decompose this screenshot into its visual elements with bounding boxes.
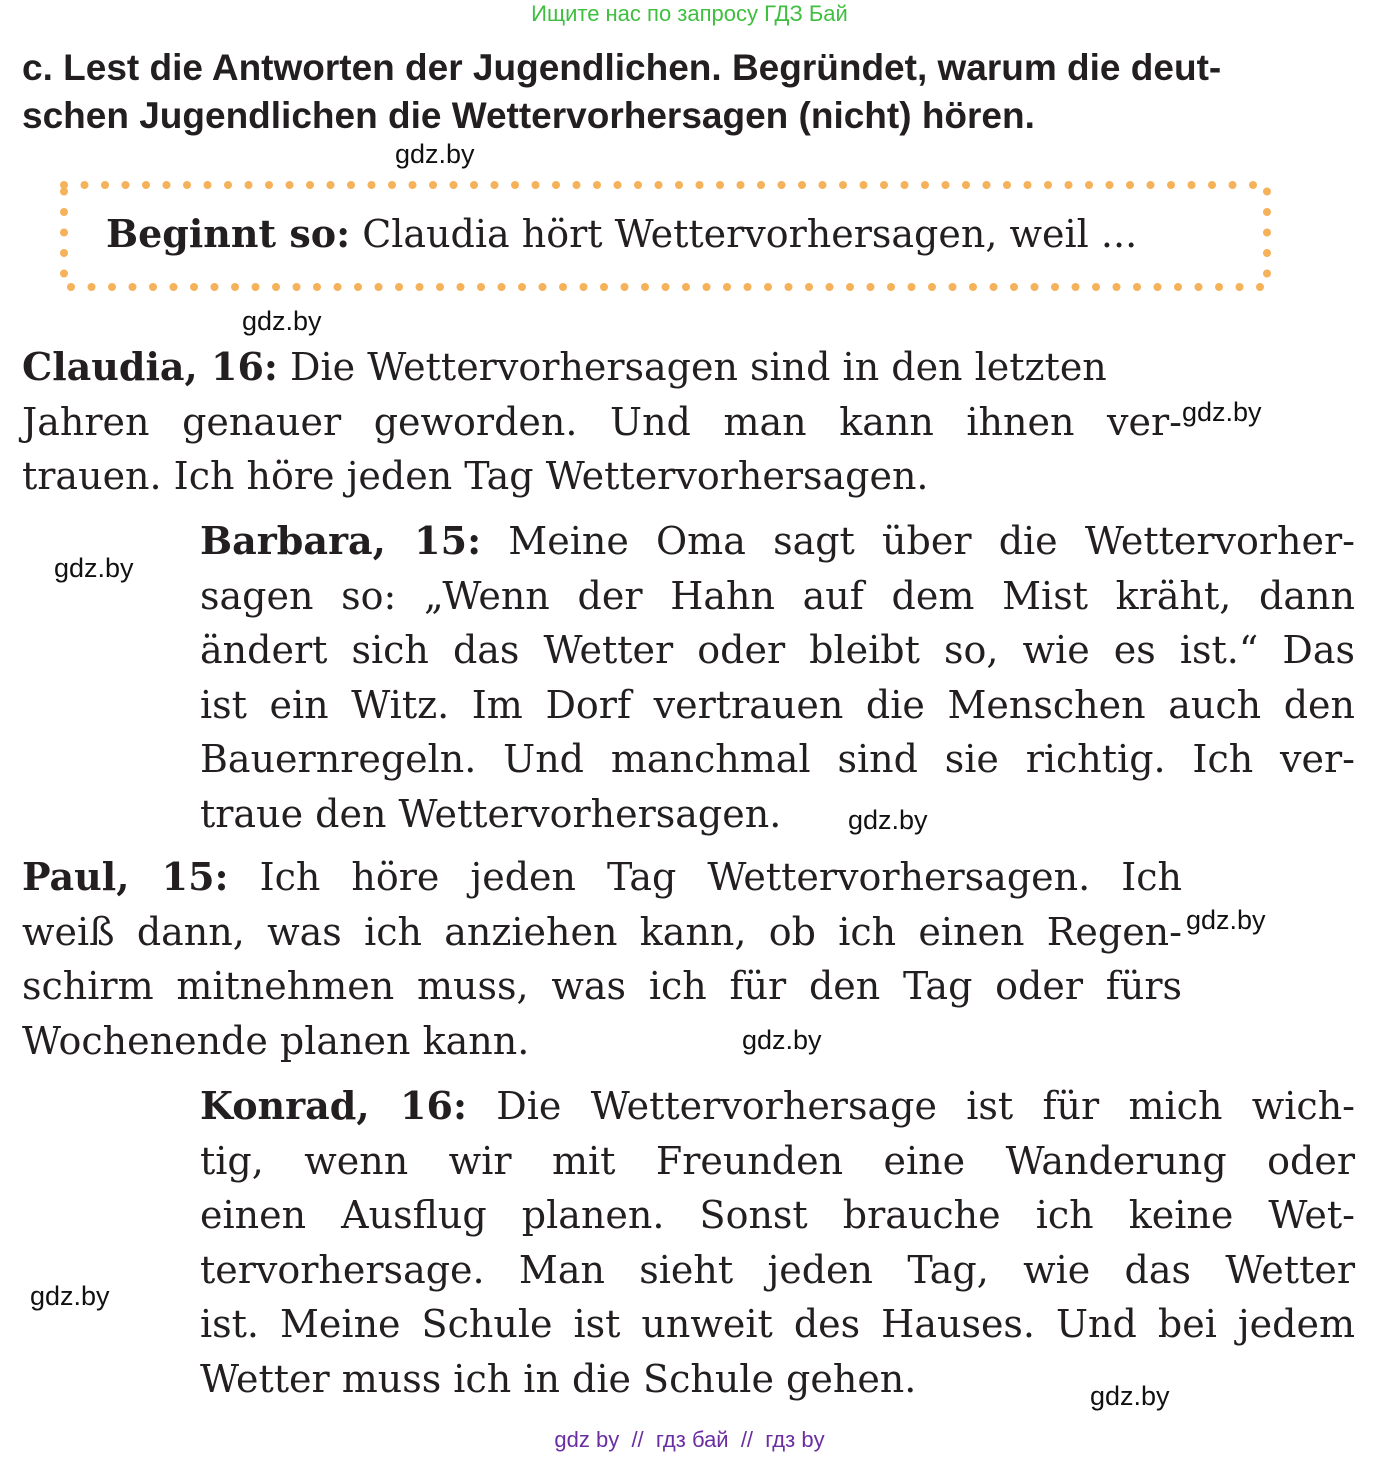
answer-line: tig, wenn wir mit Freunden eine Wanderung oder xyxy=(200,1138,1355,1183)
task-heading-line: schen Jugendlichen die Wettervorhersagen (nicht) hören. xyxy=(22,95,1035,136)
speaker-name: Paul, 15: xyxy=(22,854,229,899)
speaker-name: Konrad, 16: xyxy=(200,1083,467,1128)
watermark: gdz.by xyxy=(242,306,322,336)
answer-line: Barbara, 15: Meine Oma sagt über die Wettervorher- xyxy=(200,518,1355,563)
watermark: gdz.by xyxy=(742,1025,822,1055)
answer-line: tervorhersage. Man sieht jeden Tag, wie das Wetter xyxy=(200,1247,1355,1292)
watermark: gdz.by xyxy=(395,139,475,169)
answer-line: Bauernregeln. Und manchmal sind sie richtig. Ich ver- xyxy=(200,737,1355,781)
answer-line: trauen. Ich höre jeden Tag Wettervorhersagen. xyxy=(22,454,929,498)
watermark: gdz.by xyxy=(54,553,134,583)
watermark: gdz.by xyxy=(848,805,928,835)
answer-line: weiß dann, was ich anziehen kann, ob ich einen Regen- xyxy=(22,909,1182,954)
answer-line: Konrad, 16: Die Wettervorhersage ist für mich wich- xyxy=(200,1083,1356,1128)
speaker-name: Barbara, 15: xyxy=(200,518,482,563)
answer-line: Claudia, 16: Die Wettervorhersagen sind in den letzten xyxy=(22,344,1107,389)
answer-line: ist ein Witz. Im Dorf vertrauen die Menschen auch den xyxy=(200,682,1355,727)
answer-line: einen Ausflug planen. Sonst brauche ich keine Wet- xyxy=(200,1193,1355,1237)
answer-line: Wochenende planen kann. xyxy=(22,1018,530,1063)
answer-line: ist. Meine Schule ist unweit des Hauses. Und bei jedem xyxy=(200,1302,1355,1346)
watermark: gdz.by xyxy=(1182,397,1262,427)
task-heading xyxy=(22,44,1367,140)
watermark: gdz.by xyxy=(30,1281,110,1311)
search-banner: Ищите нас по запросу ГДЗ Бай xyxy=(531,1,848,26)
answer-paul xyxy=(22,850,1182,1068)
task-heading-line: c. Lest die Antworten der Jugendlichen. Begründet, warum die deut- xyxy=(22,47,1222,88)
answer-line: traue den Wettervorhersagen. xyxy=(200,791,782,836)
answer-barbara xyxy=(200,514,1355,841)
answer-line: Wetter muss ich in die Schule gehen. xyxy=(200,1356,917,1401)
answer-line: Jahren genauer geworden. Und man kann ihnen ver- xyxy=(22,399,1182,444)
answer-line: schirm mitnehmen muss, was ich für den Tag oder fürs xyxy=(22,964,1182,1008)
watermark: gdz.by xyxy=(1090,1381,1170,1411)
hint-box xyxy=(58,180,1273,292)
answer-line: Paul, 15: Ich höre jeden Tag Wettervorhersagen. Ich xyxy=(22,854,1183,899)
answer-konrad xyxy=(200,1079,1355,1406)
speaker-name: Claudia, 16: xyxy=(22,344,278,389)
hint-sentence: Claudia hört Wettervorhersagen, weil ... xyxy=(350,212,1138,256)
hint-text xyxy=(106,208,1137,260)
hint-label: Beginnt so: xyxy=(106,211,351,256)
footer-watermark: gdz by // гдз бай // гдз by xyxy=(554,1427,825,1452)
answer-claudia xyxy=(22,340,1182,504)
answer-line: ändert sich das Wetter oder bleibt so, wie es ist.“ Das xyxy=(200,628,1355,672)
watermark: gdz.by xyxy=(1186,905,1266,935)
answer-line: sagen so: „Wenn der Hahn auf dem Mist kräht, dann xyxy=(200,573,1355,618)
